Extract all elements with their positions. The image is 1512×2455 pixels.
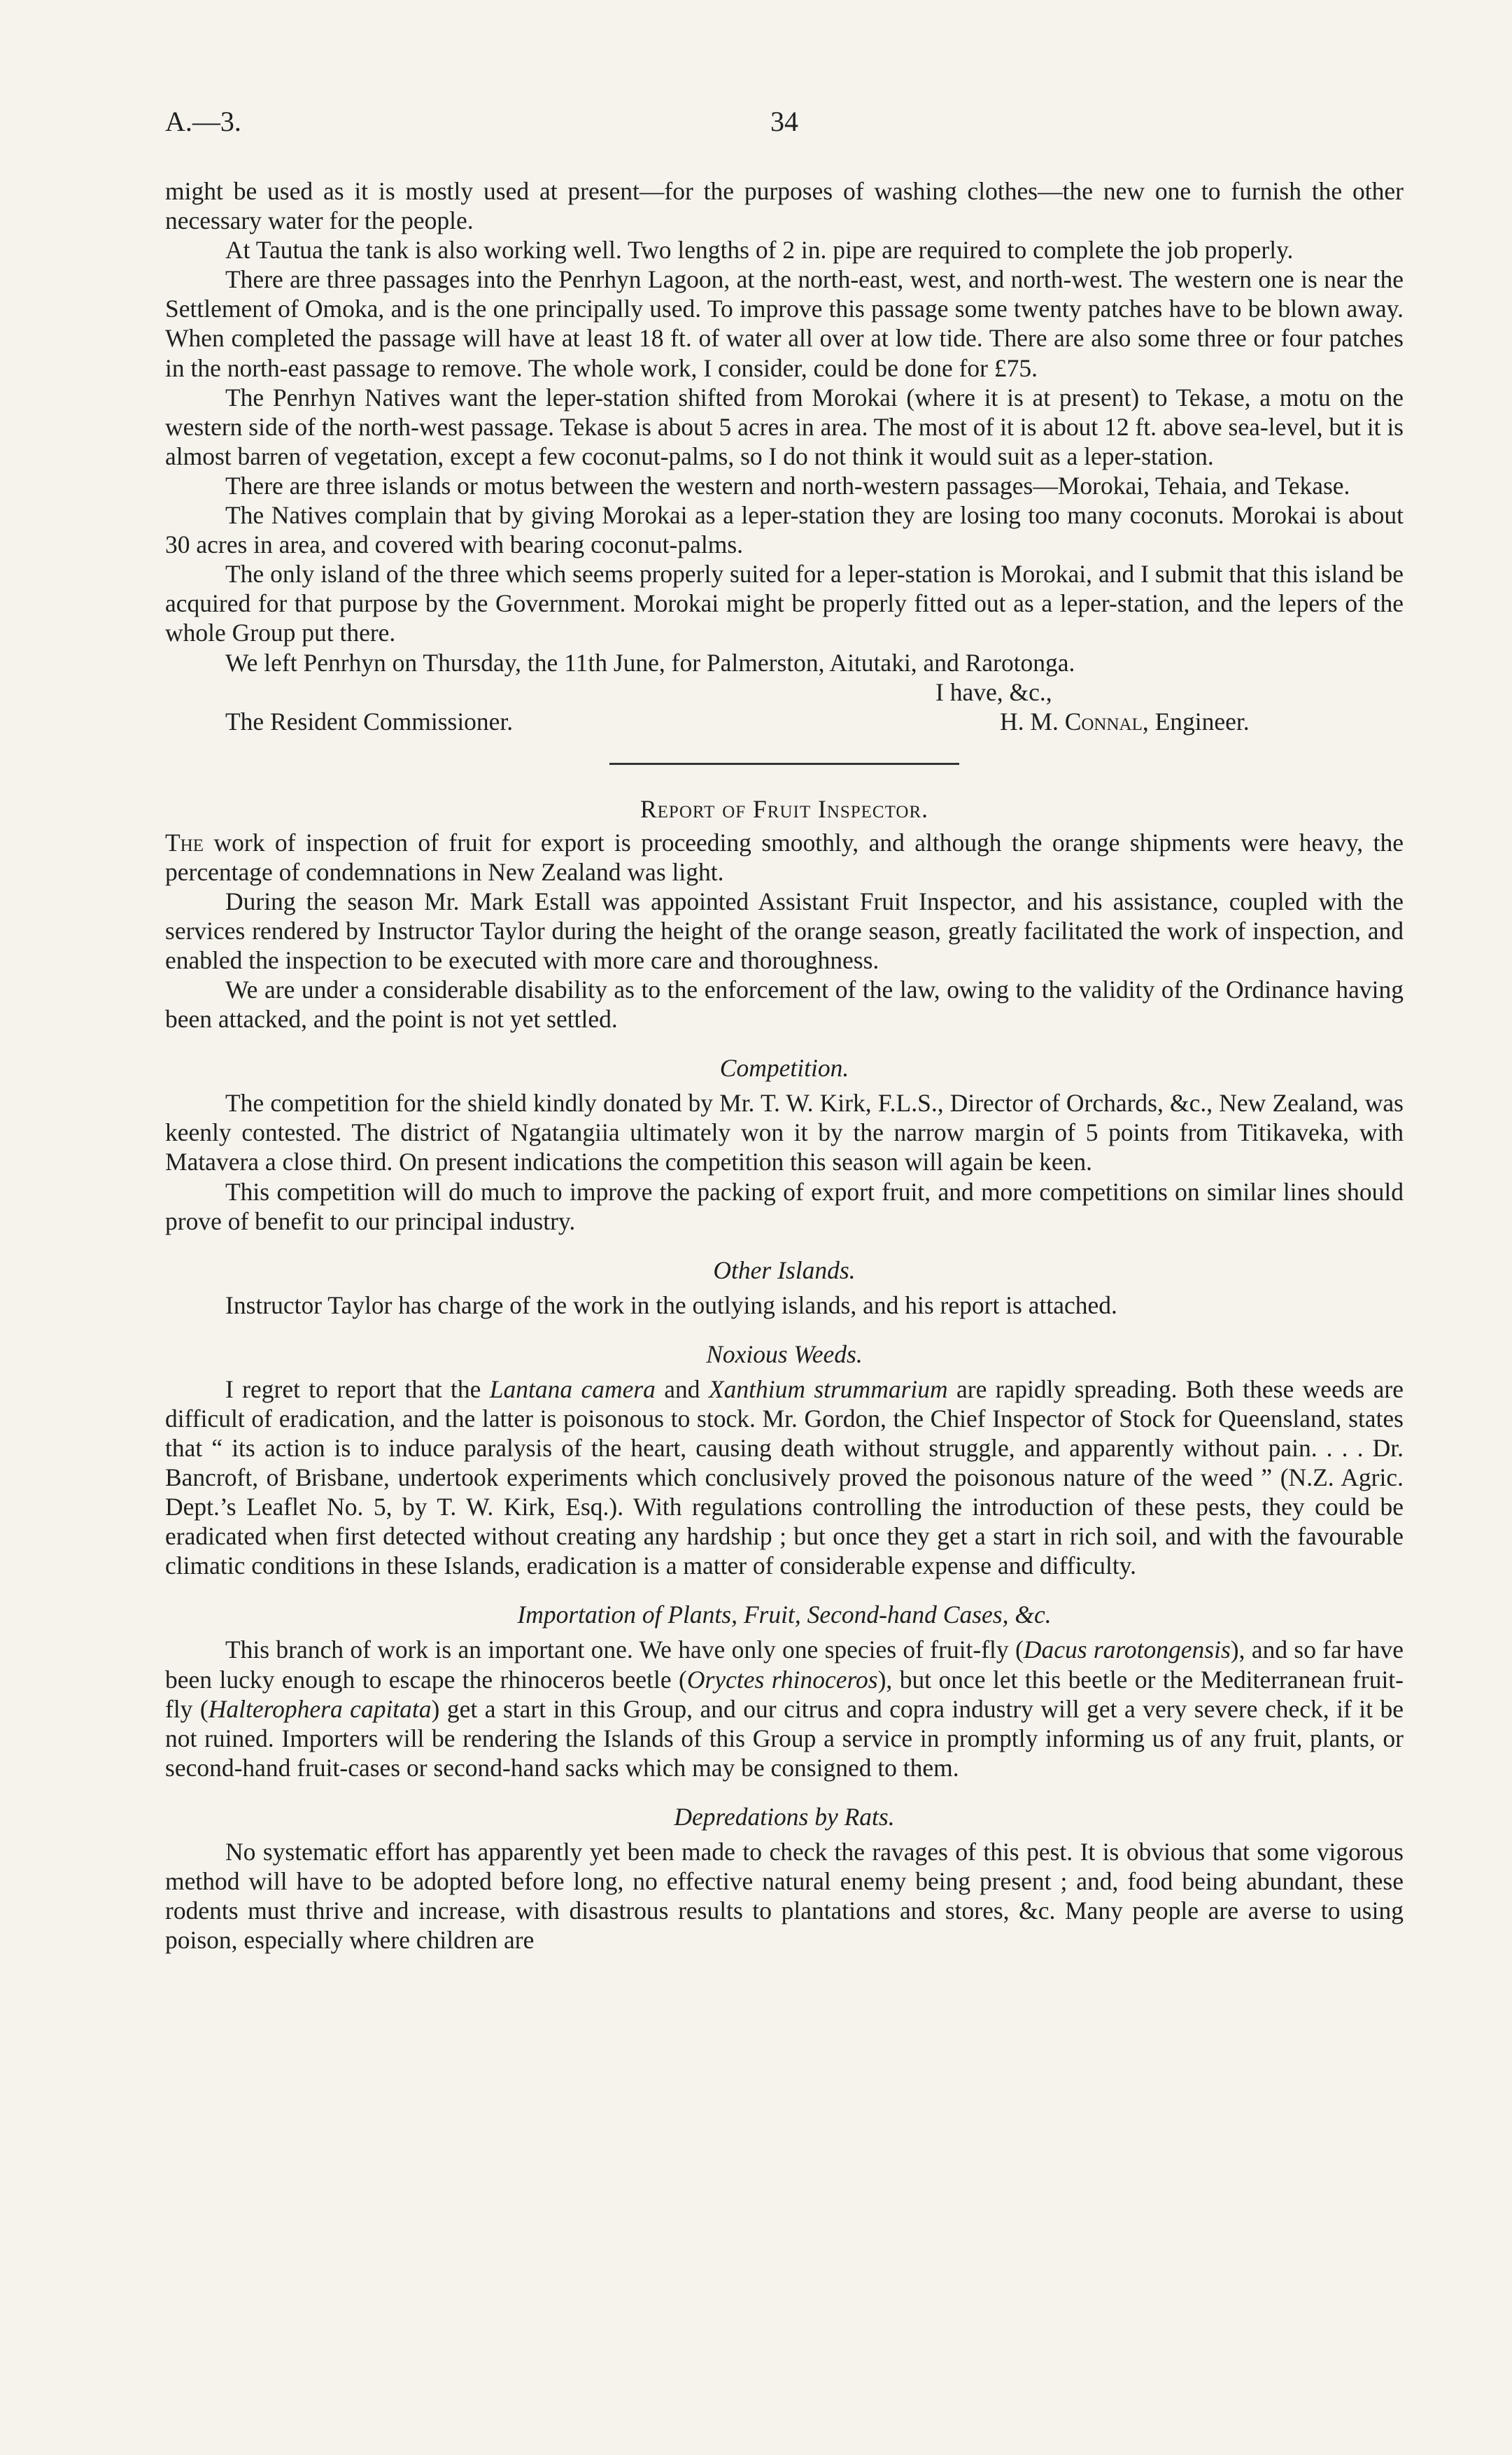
heading-competition: Competition. <box>719 1054 849 1083</box>
paragraph-rats: No systematic effort has apparently yet been made to check the ravages of this pest. It is obvious that some vigorous method will have to be adopted before long, no effective natural enemy being present ; and, food being abundant, these rodents must thrive and increase, with disastrous results to plantations and stores, &c. Many people are averse to using poison, especially where children are <box>165 1837 1404 1955</box>
paragraph-inspection-text: work of inspection of fruit for export is proceeding smoothly, and although the orange shipments were heavy, the percentage of condemnations in New Zealand was light. <box>165 828 1404 886</box>
heading-other-islands: Other Islands. <box>713 1255 856 1284</box>
text-run: are rapidly spreading. Both these weeds are difficult of eradication, and the latter is poisonous to stock. Mr. Gordon, the Chief Inspector of Stock for Queensland, states that “ its action is to induce paralysis of the heart, causing death without struggle, and apparently without pain. . . . Dr. Bancroft, of Brisbane, undertook experiments which conclusively proved the poisonous nature of the weed ” (N.Z. Agric. Dept.’s Leaflet No. 5, by T. W. Kirk, Esq.). With regulations controlling the introduction of these pests, they could be eradicated when first detected without creating any hardship ; but once they get a start in rich soil, and with the favourable climatic conditions in these Islands, eradication is a matter of considerable expense and difficulty. <box>165 1374 1404 1580</box>
page-header <box>165 105 1404 147</box>
paragraph-leper-station: The Penrhyn Natives want the leper-station shifted from Morokai (where it is at present) to Tekase, a motu on the western side of the north-west passage. Tekase is about 5 acres in area. The most of it is about 12 ft. above sea-level, but it is almost barren of vegetation, except a few coconut-palms, so I do not think it would suit as a leper-station. <box>165 383 1404 470</box>
species-oryctes: Oryctes rhinoceros <box>686 1665 878 1694</box>
text-run: and <box>655 1374 709 1403</box>
intro-word: The <box>165 828 204 857</box>
paragraph-fruit-fly <box>165 1635 1404 1782</box>
text-run: ), and so far have been lucky enough to escape the rhinoceros beetle ( <box>165 1636 1404 1694</box>
addressee: The Resident Commissioner. <box>225 707 514 736</box>
paragraph-tautua: At Tautua the tank is also working well. Two lengths of 2 in. pipe are required to complete the job properly. <box>225 236 1294 265</box>
paragraph-morokai: The only island of the three which seems properly suited for a leper-station is Morokai, and I submit that this island be acquired for that purpose by the Government. Morokai might be properly fitted out as a leper-station, and the lepers of the whole Group put there. <box>165 560 1404 647</box>
signature-title: , Engineer. <box>1142 707 1250 736</box>
text-run: ) get a start in this Group, and our citrus and copra industry will get a very severe check, if it be not ruined. Importers will be rendering the Islands of this Group a service in promptly informing us of any fruit, plants, or second-hand fruit-cases or second-hand sacks which may be consigned to them. <box>165 1694 1404 1782</box>
paragraph-packing: This competition will do much to improve the packing of export fruit, and more competitions on similar lines should prove of benefit to our principal industry. <box>165 1177 1404 1235</box>
closing-line <box>165 677 1404 707</box>
signature <box>1000 707 1250 736</box>
paragraph-ordinance: We are under a considerable disability as to the enforcement of the law, owing to the validity of the Ordinance having been attacked, and the point is not yet settled. <box>165 976 1404 1034</box>
paragraph-assistant: During the season Mr. Mark Estall was appointed Assistant Fruit Inspector, and his assistance, coupled with the services rendered by Instructor Taylor during the height of the orange season, greatly facilitated the work of inspection, and enabled the inspection to be executed with more care and thoroughness. <box>165 887 1404 974</box>
report-title: Report of Fruit Inspector. <box>640 794 929 823</box>
paragraph-washing: might be used as it is mostly used at present—for the purposes of washing clothes—the new one to furnish the other necessary water for the people. <box>165 177 1404 235</box>
species-dacus: Dacus rarotongensis <box>1023 1636 1231 1664</box>
species-halterophera: Halterophera capitata <box>208 1694 432 1723</box>
species-xanthium: Xanthium strummarium <box>708 1374 948 1403</box>
paragraph-departure: We left Penrhyn on Thursday, the 11th June, for Palmerston, Aitutaki, and Rarotonga. <box>225 648 1075 677</box>
text-run: This branch of work is an important one. We have only one species of fruit-fly ( <box>225 1636 1024 1664</box>
paragraph-weeds <box>165 1374 1404 1581</box>
closing-text: I have, &c., <box>935 677 1052 706</box>
paragraph-motus: There are three islands or motus between the western and north-western passages—Morokai, Tehaia, and Tekase. <box>225 471 1350 500</box>
heading-importation: Importation of Plants, Fruit, Second-hand Cases, &c. <box>517 1601 1052 1629</box>
heading-noxious-weeds: Noxious Weeds. <box>706 1339 863 1368</box>
paragraph-outlying: Instructor Taylor has charge of the work in the outlying islands, and his report is attached. <box>225 1290 1117 1319</box>
paragraph-shield: The competition for the shield kindly donated by Mr. T. W. Kirk, F.L.S., Director of Orchards, &c., New Zealand, was keenly contested. The district of Ngatangiia ultimately won it by the narrow margin of 5 points from Titikaveka, with Matavera a close third. On present indications the competition this season will again be keen. <box>165 1089 1404 1176</box>
signature-name: H. M. Connal <box>1000 707 1143 736</box>
species-lantana: Lantana camera <box>489 1374 656 1403</box>
section-divider <box>609 763 959 765</box>
page-number: 34 <box>770 106 798 137</box>
signature-line <box>165 707 1404 736</box>
paragraph-coconuts: The Natives complain that by giving Morokai as a leper-station they are losing too many coconuts. Morokai is about 30 acres in area, and covered with bearing coconut-palms. <box>165 501 1404 559</box>
paragraph-passages: There are three passages into the Penrhyn Lagoon, at the north-east, west, and north-west. The western one is near the Settlement of Omoka, and is the one principally used. To improve this passage some twenty patches have to be blown away. When completed the passage will have at least 18 ft. of water all over at low tide. There are also some three or four patches in the north-east passage to remove. The whole work, I consider, could be done for £75. <box>165 265 1404 382</box>
text-run: I regret to report that the <box>225 1374 490 1403</box>
text-run: ), but once let this beetle or the Mediterranean fruit-fly ( <box>165 1665 1404 1723</box>
document-reference: A.—3. <box>165 106 241 137</box>
heading-rats: Depredations by Rats. <box>674 1802 895 1831</box>
paragraph-inspection <box>165 828 1404 887</box>
page-body <box>165 176 1404 1955</box>
